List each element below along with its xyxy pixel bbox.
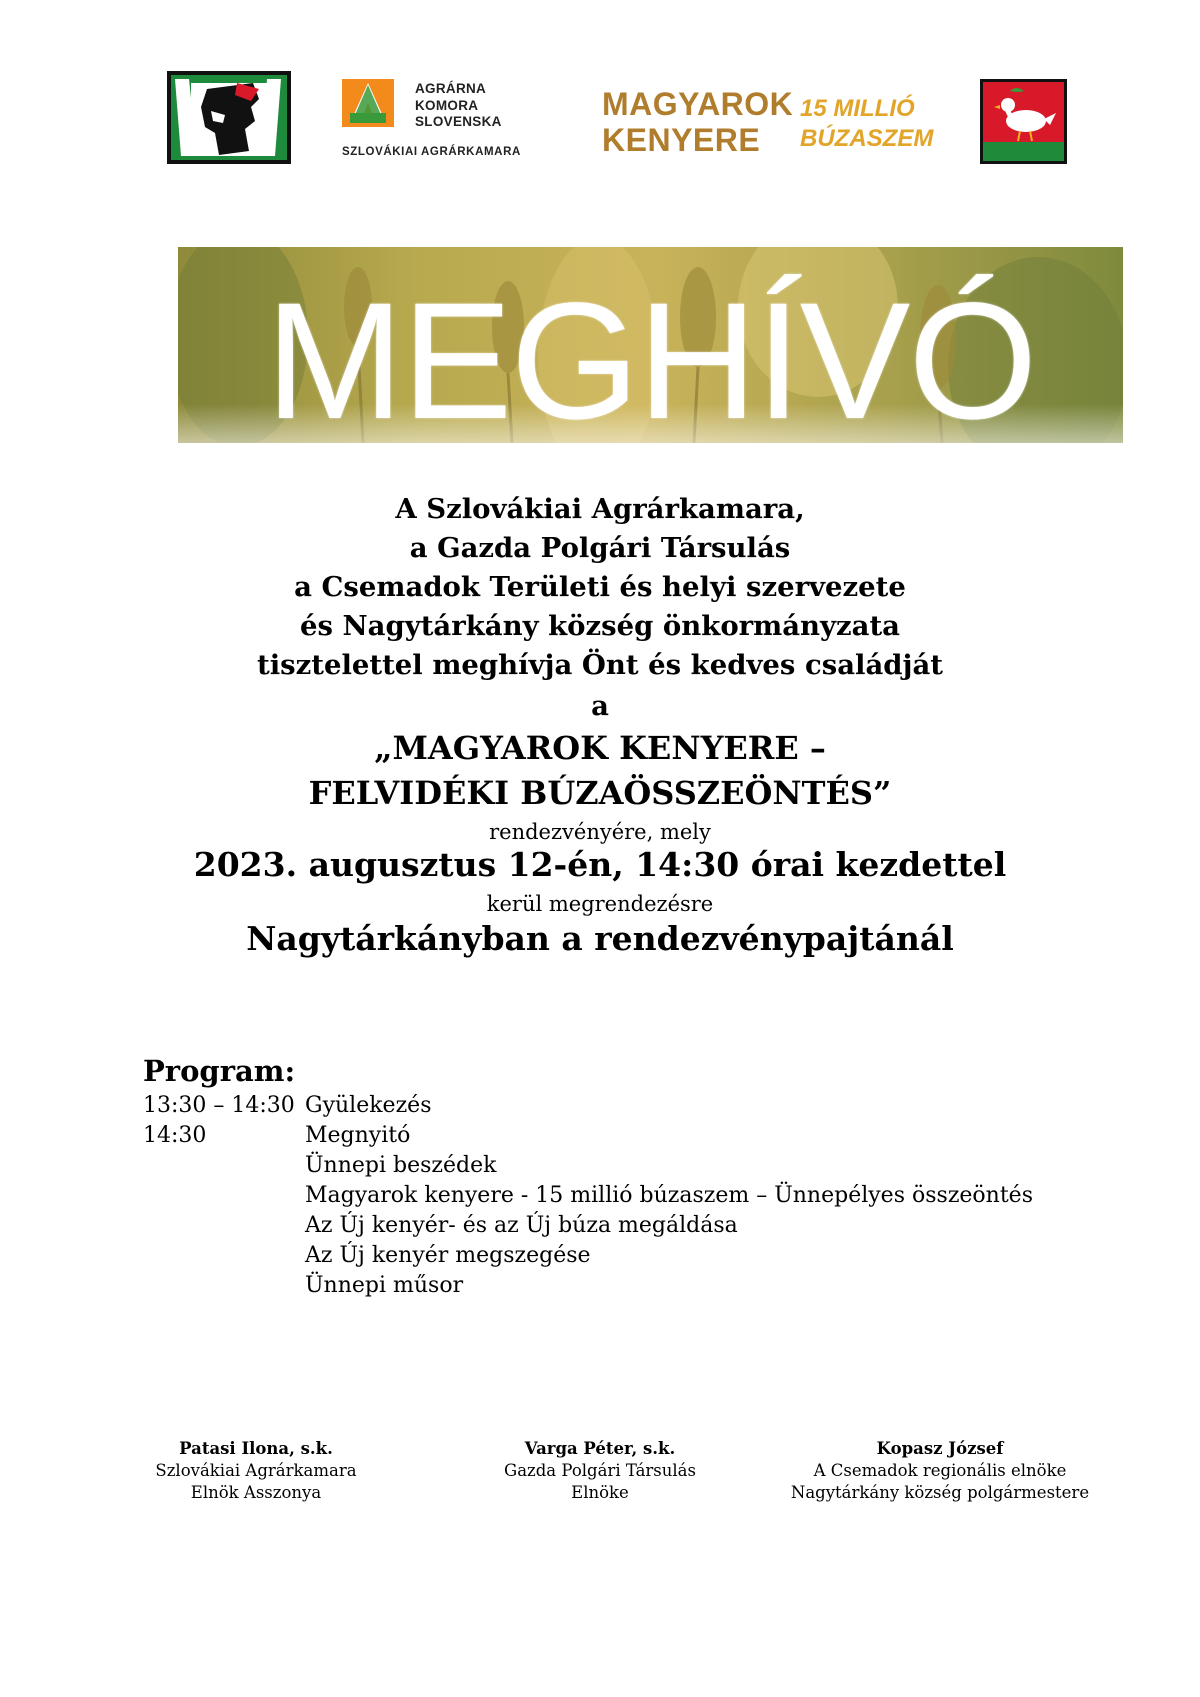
intro-line-6: a: [591, 690, 609, 722]
signatory-name: Varga Péter, s.k.: [524, 1439, 676, 1458]
signatory-role: Nagytárkány község polgármestere: [790, 1483, 1090, 1502]
signature-block-csemadok: [760, 1438, 1120, 1504]
signatory-organization: A Csemadok regionális elnöke: [813, 1461, 1067, 1480]
magyarok-kenyere-wordmark: MAGYAROK KENYERE: [602, 86, 794, 158]
event-held-text: kerül megrendezésre: [486, 892, 714, 916]
program-time: 13:30 – 14:30: [143, 1093, 295, 1118]
event-date-time: 2023. augusztus 12-én, 14:30 órai kezdettel: [193, 845, 1007, 884]
intro-line-2: a Gazda Polgári Társulás: [409, 532, 791, 564]
event-title-line-1: „MAGYAROK KENYERE –: [374, 729, 826, 767]
intro-line-1: A Szlovákiai Agrárkamara,: [395, 493, 805, 525]
agrar-chamber-name: AGRÁRNA KOMORA SLOVENSKA: [415, 81, 502, 129]
village-coat-of-arms-icon: [980, 79, 1067, 164]
agrar-chamber-subtitle: SZLOVÁKIAI AGRÁRKAMARA: [342, 146, 521, 158]
intro-line-3: a Csemadok Területi és helyi szervezete: [294, 571, 906, 603]
signatory-name: Patasi Ilona, s.k.: [179, 1439, 333, 1458]
program-item: Az Új kenyér- és az Új búza megáldása: [305, 1213, 738, 1238]
program-item: Magyarok kenyere - 15 millió búzaszem – Ünnepélyes összeöntés: [305, 1183, 1033, 1208]
signature-block-agrar: [76, 1438, 436, 1504]
event-location: Nagytárkányban a rendezvénypajtánál: [246, 919, 954, 958]
signatory-role: Elnök Asszonya: [190, 1483, 322, 1502]
program-heading: Program:: [143, 1054, 296, 1088]
program-time: 14:30: [143, 1123, 207, 1148]
event-suffix-text: rendezvényére, mely: [489, 820, 711, 844]
signatory-role: Elnöke: [571, 1483, 629, 1502]
event-title-line-2: FELVIDÉKI BÚZAÖSSZEÖNTÉS”: [308, 774, 892, 812]
agrar-mark-icon: [342, 79, 394, 127]
signatory-organization: Szlovákiai Agrárkamara: [155, 1461, 357, 1480]
signatory-name: Kopasz József: [876, 1439, 1004, 1458]
csemadok-logo: [167, 71, 291, 164]
intro-line-5: tisztelettel meghívja Önt és kedves családját: [257, 649, 943, 681]
program-item: Az Új kenyér megszegése: [305, 1243, 591, 1268]
invitation-banner: [178, 247, 1123, 443]
signature-block-gazda: [420, 1438, 780, 1504]
intro-line-4: és Nagytárkány község önkormányzata: [299, 610, 900, 642]
agrar-chamber-logo: [342, 79, 532, 165]
magyarok-kenyere-logo: [602, 86, 942, 156]
program-item: Ünnepi beszédek: [305, 1153, 497, 1178]
program-item: Gyülekezés: [305, 1093, 432, 1118]
program-item: Ünnepi műsor: [305, 1273, 464, 1298]
banner-title-meghivo: MEGHÍVÓ: [265, 269, 1036, 443]
magyarok-kenyere-tagline: 15 MILLIÓ BÚZASZEM: [800, 95, 934, 152]
program-item: Megnyitó: [305, 1123, 411, 1148]
signatory-organization: Gazda Polgári Társulás: [504, 1461, 696, 1480]
